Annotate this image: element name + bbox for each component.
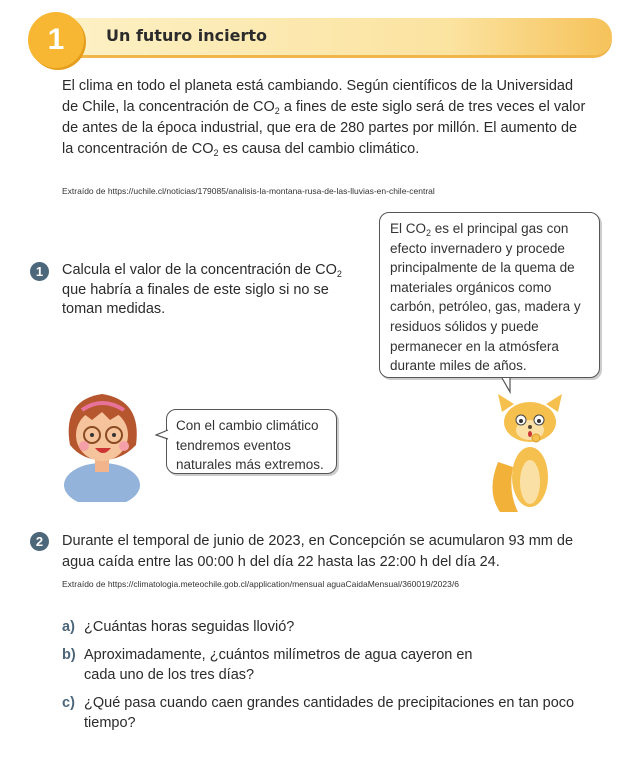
question-1-number: 1 [30,262,49,281]
subscript: 2 [274,106,280,116]
item-label: a) [62,619,75,635]
fox-illustration [488,392,568,514]
question-2a [62,618,295,638]
intro-text-1: El clima en todo el planeta está cambiando. Según científicos de la Universidad de Chile, la concentración de CO [62,78,574,115]
question-2b [62,646,473,683]
subscript: 2 [336,269,342,279]
section-title: Un futuro incierto [106,26,268,45]
q1-text-2: que habría a finales de este siglo si no se toman medidas. [62,281,329,317]
subscript: 2 [426,228,432,238]
item-label: b) [62,647,76,663]
question-1-text [62,261,347,320]
intro-paragraph [62,76,592,160]
item-label: c) [62,695,75,711]
q1-text-1: Calcula el valor de la concentración de CO [62,262,337,278]
question-2c [62,694,575,731]
question-2-source: Extraído de https://climatologia.meteochile.gob.cl/application/mensual aguaCaidaMensual/360019/2023/6 [62,579,459,589]
fox-text-2: es el principal gas con efecto invernadero y procede principalmente de la quema de materiales orgánicos como carbón, petróleo, gas, madera y residuos sólidos y puede permanecer en la atmósfera durante miles de años. [390,221,581,374]
question-2-text: Durante el temporal de junio de 2023, en Concepción se acumularon 93 mm de agua caída entre las 00:00 h del día 22 hasta las 22:00 h del día 24. [62,533,574,570]
question-2-number: 2 [30,532,49,551]
bubble-tail [155,428,169,442]
girl-speech-bubble: Con el cambio climático tendremos eventos naturales más extremos. [166,409,337,474]
intro-text-2: a fines de este siglo será de tres veces el valor de antes de la época industrial, que era de 280 partes por millón. El aumento de la concentración de CO [62,99,586,157]
subscript: 2 [213,148,219,158]
fox-speech-bubble [379,212,600,378]
section-number-badge: 1 [28,12,84,68]
girl-illustration [62,390,162,502]
item-text: ¿Qué pasa cuando caen grandes cantidades de precipitaciones en tan poco tiempo? [84,695,575,731]
item-text: ¿Cuántas horas seguidas llovió? [84,619,295,635]
intro-source: Extraído de https://uchile.cl/noticias/179085/analisis-la-montana-rusa-de-las-lluvias-en-chile-central [62,186,435,196]
fox-text-1: El CO [390,221,427,236]
item-text: Aproximadamente, ¿cuántos milímetros de agua cayeron en cada uno de los tres días? [84,647,473,683]
intro-text-3: es causa del cambio climático. [218,141,420,157]
